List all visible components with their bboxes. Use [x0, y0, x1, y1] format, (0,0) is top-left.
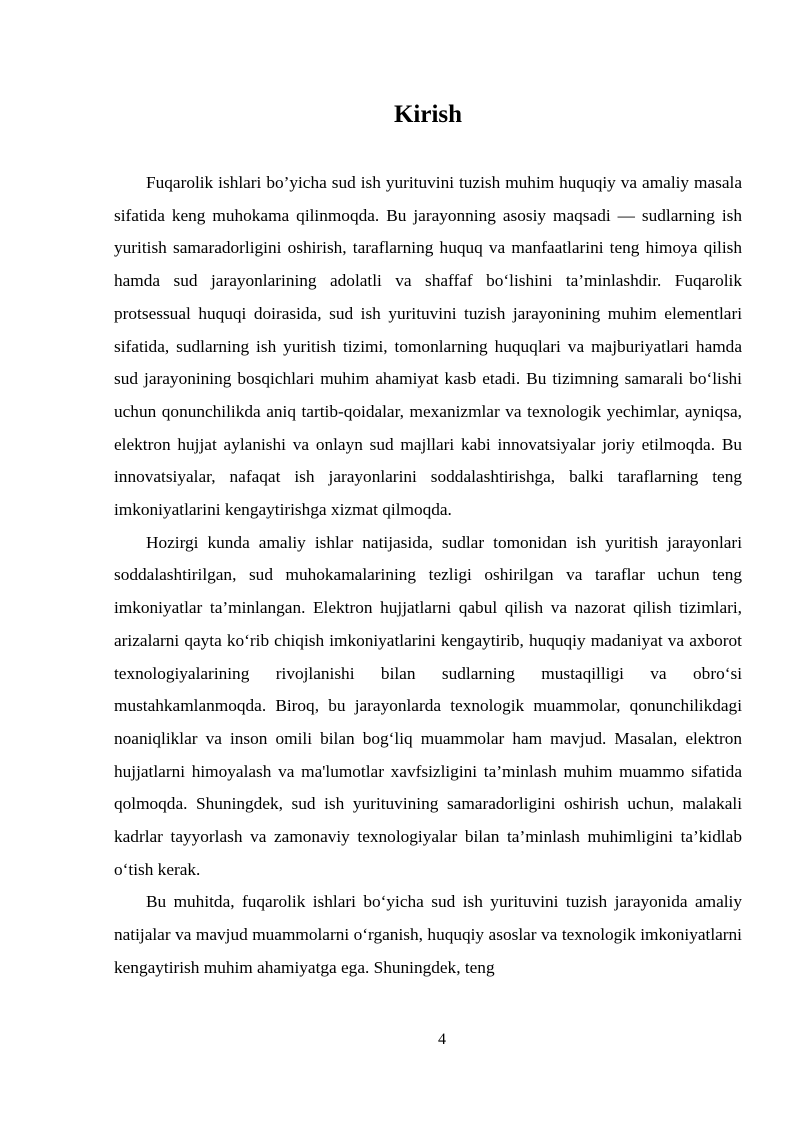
paragraph: Fuqarolik ishlari bo’yicha sud ish yurituvini tuzish muhim huquqiy va amaliy masala sifatida keng muhokama qilinmoqda. Bu jarayonning asosiy maqsadi — sudlarning ish yuritish samaradorligini oshirish, taraflarning huquq va manfaatlarini teng himoya qilish hamda sud jarayonlarining adolatli va shaffaf bo‘lishini ta’minlashdir. Fuqarolik protsessual huquqi doirasida, sud ish yurituvini tuzish jarayonining muhim elementlari sifatida, sudlarning ish yuritish tizimi, tomonlarning huquqlari va majburiyatlari hamda sud jarayonining bosqichlari muhim ahamiyat kasb etadi. Bu tizimning samarali bo‘lishi uchun qonunchilikda aniq tartib-qoidalar, mexanizmlar va texnologik yechimlar, ayniqsa, elektron hujjat aylanishi va onlayn sud majllari kabi innovatsiyalar joriy etilmoqda. Bu innovatsiyalar, nafaqat ish jarayonlarini soddalashtirishga, balki taraflarning teng imkoniyatlarini kengaytirishga xizmat qilmoqda. — [114, 173, 742, 520]
page-number: 4 — [438, 1031, 446, 1048]
paragraph: Hozirgi kunda amaliy ishlar natijasida, sudlar tomonidan ish yuritish jarayonlari soddalashtirilgan, sud muhokamalarining tezligi oshirilgan va taraflar uchun teng imkoniyatlar ta’minlangan. Elektron hujjatlarni qabul qilish va nazorat qilish tizimlari, arizalarni qayta ko‘rib chiqish imkoniyatlarini kengaytirib, huquqiy madaniyat va axborot texnologiyalarining rivojlanishi bilan sudlarning mustaqilligi va obro‘si mustahkamlanmoqda. Biroq, bu jarayonlarda texnologik muammolar, qonunchilikdagi noaniqliklar va inson omili bilan bog‘liq muammolar ham mavjud. Masalan, elektron hujjatlarni himoyalash va ma'lumotlar xavfsizligini ta’minlash muhim muammo sifatida qolmoqda. Shuningdek, sud ish yurituvining samaradorligini oshirish uchun, malakali kadrlar tayyorlash va zamonaviy texnologiyalar bilan ta’minlash muhimligini ta’kidlab o‘tish kerak. — [114, 532, 742, 879]
paragraph: Bu muhitda, fuqarolik ishlari bo‘yicha sud ish yurituvini tuzish jarayonida amaliy natijalar va mavjud muammolarni o‘rganish, huquqiy asoslar va texnologik imkoniyatlarni kengaytirish muhim ahamiyatga ega. Shuningdek, teng — [114, 892, 742, 977]
body-text — [114, 167, 742, 985]
page-title: Kirish — [393, 101, 463, 128]
